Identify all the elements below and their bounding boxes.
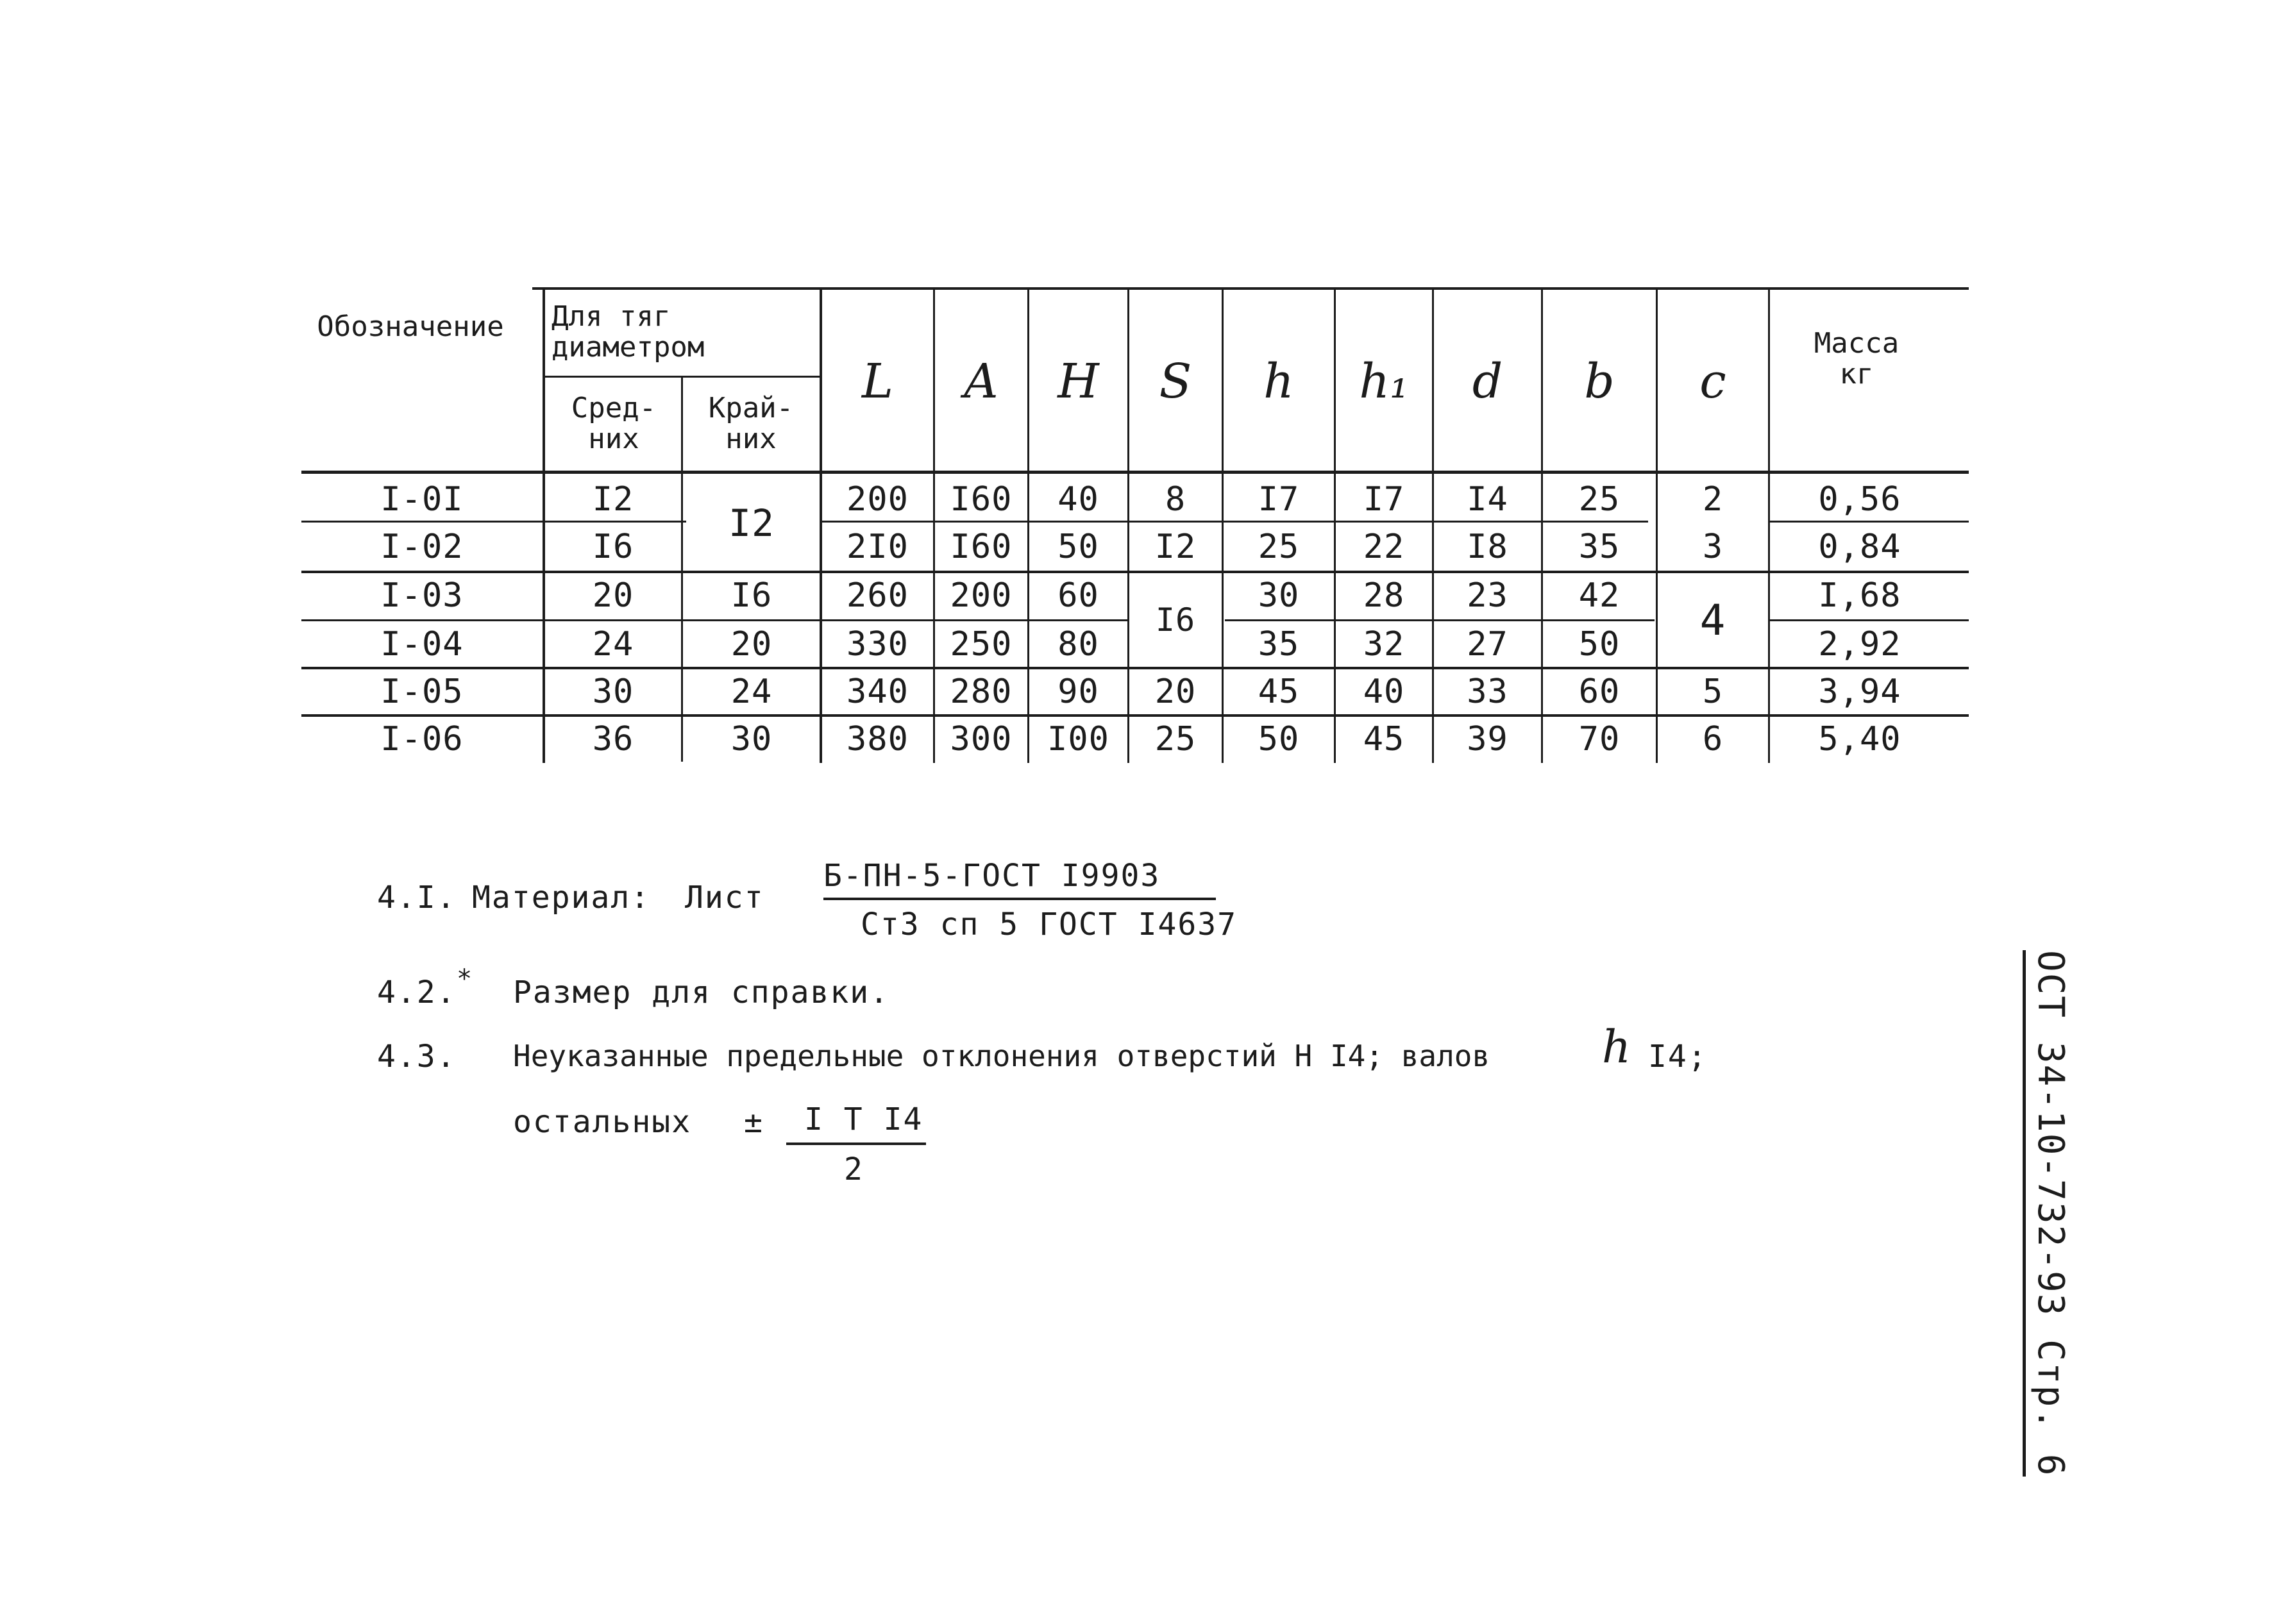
cell-S: 20 xyxy=(1154,673,1197,711)
cell-L: 380 xyxy=(846,720,909,758)
cell-H: I00 xyxy=(1047,720,1109,758)
cell-code: I-0I xyxy=(380,480,464,519)
header-c: c xyxy=(1699,354,1726,409)
row-line-3c xyxy=(1770,619,1969,621)
cell-mid: I2 xyxy=(592,480,634,519)
note-3-text: Неуказанные предельные отклонения отверстий Н I4; валов xyxy=(513,1039,1490,1073)
col-line-mid xyxy=(681,377,683,762)
cell-A: 300 xyxy=(950,720,1013,758)
cell-mass: I,68 xyxy=(1818,576,1901,615)
cell-mid: 36 xyxy=(592,720,634,758)
cell-mass: 0,84 xyxy=(1818,528,1901,566)
ext-merged-rows-1-2: I2 xyxy=(729,501,775,545)
header-S: S xyxy=(1159,354,1192,409)
note-2-mark: * xyxy=(457,964,474,994)
cell-h1: I7 xyxy=(1363,480,1405,519)
note-1-fraction-bar xyxy=(823,898,1216,900)
header-L: L xyxy=(861,354,894,409)
cell-mid: 24 xyxy=(592,625,634,664)
header-mass: Масса кг xyxy=(1814,327,1899,390)
cell-mid: 20 xyxy=(592,576,634,615)
cell-L: 330 xyxy=(846,625,909,664)
table-top-line xyxy=(532,287,1969,290)
cell-d: 27 xyxy=(1467,625,1508,664)
cell-A: 250 xyxy=(950,625,1013,664)
cell-h: 30 xyxy=(1258,576,1300,615)
header-rod-diameter: Для тяг диаметром xyxy=(552,300,705,364)
cell-ext: I6 xyxy=(730,576,773,615)
cell-code: I-04 xyxy=(380,625,464,664)
cell-S: 8 xyxy=(1165,480,1186,519)
note-3-h-symbol: h xyxy=(1602,1021,1633,1073)
note-1-denominator: Ст3 сп 5 ГОСТ I4637 xyxy=(861,907,1238,942)
cell-L: 260 xyxy=(846,576,909,615)
header-h1: h₁ xyxy=(1359,354,1409,409)
header-h: h xyxy=(1263,354,1294,409)
header-extreme: Край- них xyxy=(708,392,794,455)
cell-b: 70 xyxy=(1578,720,1621,758)
cell-h: 25 xyxy=(1258,528,1300,566)
cell-A: 200 xyxy=(950,576,1013,615)
note-1-numerator: Б-ПН-5-ГОСТ I9903 xyxy=(823,858,1161,894)
header-middle: Сред- них xyxy=(571,392,657,455)
cell-mid: I6 xyxy=(592,528,634,566)
cell-mass: 0,56 xyxy=(1818,480,1901,519)
note-2-number: 4.2. xyxy=(377,975,457,1010)
cell-b: 42 xyxy=(1578,576,1621,615)
note-2-text: Размер для справки. xyxy=(513,975,890,1010)
cell-L: 340 xyxy=(846,673,909,711)
cell-d: 33 xyxy=(1467,673,1508,711)
side-stamp-text: ОСТ 34-10-732-93 Стр. 6 xyxy=(2023,950,2071,1477)
row-line-3b xyxy=(1225,619,1655,621)
header-b: b xyxy=(1584,354,1615,409)
note-3-fraction-bar xyxy=(786,1143,926,1145)
note-1-word: Лист xyxy=(685,880,764,916)
cell-c: 3 xyxy=(1702,528,1724,566)
side-stamp xyxy=(2020,950,2071,1477)
header-bottom-line xyxy=(301,471,1969,474)
cell-c: 2 xyxy=(1702,480,1724,519)
cell-d: I4 xyxy=(1467,480,1508,519)
cell-H: 40 xyxy=(1057,480,1099,519)
header-d: d xyxy=(1472,354,1503,409)
cell-ext: 20 xyxy=(730,625,773,664)
cell-b: 35 xyxy=(1578,528,1621,566)
header-H: H xyxy=(1057,354,1099,409)
c-merged-rows-3-4: 4 xyxy=(1699,595,1726,645)
cell-h1: 40 xyxy=(1363,673,1405,711)
header-designation: Обозначение xyxy=(317,310,504,343)
row-line-3a xyxy=(301,619,1129,621)
cell-ext: 30 xyxy=(730,720,773,758)
cell-mass: 3,94 xyxy=(1818,673,1901,711)
cell-b: 50 xyxy=(1578,625,1621,664)
cell-H: 50 xyxy=(1057,528,1099,566)
note-1-number: 4.I. xyxy=(377,880,457,916)
note-3-denominator: 2 xyxy=(844,1151,864,1187)
cell-c: 6 xyxy=(1702,720,1724,758)
header-A: A xyxy=(964,354,998,409)
cell-d: 39 xyxy=(1467,720,1508,758)
cell-h: 45 xyxy=(1258,673,1300,711)
cell-d: I8 xyxy=(1467,528,1508,566)
note-3-text-end: I4; xyxy=(1648,1039,1708,1075)
cell-S: I2 xyxy=(1154,528,1197,566)
cell-h: I7 xyxy=(1258,480,1300,519)
cell-mid: 30 xyxy=(592,673,634,711)
cell-mass: 2,92 xyxy=(1818,625,1901,664)
cell-H: 60 xyxy=(1057,576,1099,615)
s-merged-rows-3-4: I6 xyxy=(1155,601,1196,639)
cell-b: 25 xyxy=(1578,480,1621,519)
cell-A: 280 xyxy=(950,673,1013,711)
cell-H: 90 xyxy=(1057,673,1099,711)
cell-S: 25 xyxy=(1154,720,1197,758)
cell-h: 35 xyxy=(1258,625,1300,664)
cell-L: 2I0 xyxy=(846,528,909,566)
cell-code: I-05 xyxy=(380,673,464,711)
cell-code: I-06 xyxy=(380,720,464,758)
cell-b: 60 xyxy=(1578,673,1621,711)
note-3-rest-label: остальных xyxy=(513,1104,692,1140)
cell-ext: 24 xyxy=(730,673,773,711)
note-3-plus-minus: ± xyxy=(744,1104,764,1140)
cell-mass: 5,40 xyxy=(1818,720,1901,758)
cell-d: 23 xyxy=(1467,576,1508,615)
cell-h: 50 xyxy=(1258,720,1300,758)
note-3-number: 4.3. xyxy=(377,1039,457,1075)
cell-h1: 28 xyxy=(1363,576,1405,615)
cell-code: I-02 xyxy=(380,528,464,566)
note-3-numerator: I T I4 xyxy=(804,1101,923,1137)
cell-c: 5 xyxy=(1702,673,1724,711)
cell-code: I-03 xyxy=(380,576,464,615)
cell-h1: 32 xyxy=(1363,625,1405,664)
cell-L: 200 xyxy=(846,480,909,519)
cell-h1: 45 xyxy=(1363,720,1405,758)
cell-h1: 22 xyxy=(1363,528,1405,566)
cell-H: 80 xyxy=(1057,625,1099,664)
cell-A: I60 xyxy=(950,528,1013,566)
cell-A: I60 xyxy=(950,480,1013,519)
note-1-label: Материал: xyxy=(472,880,651,916)
